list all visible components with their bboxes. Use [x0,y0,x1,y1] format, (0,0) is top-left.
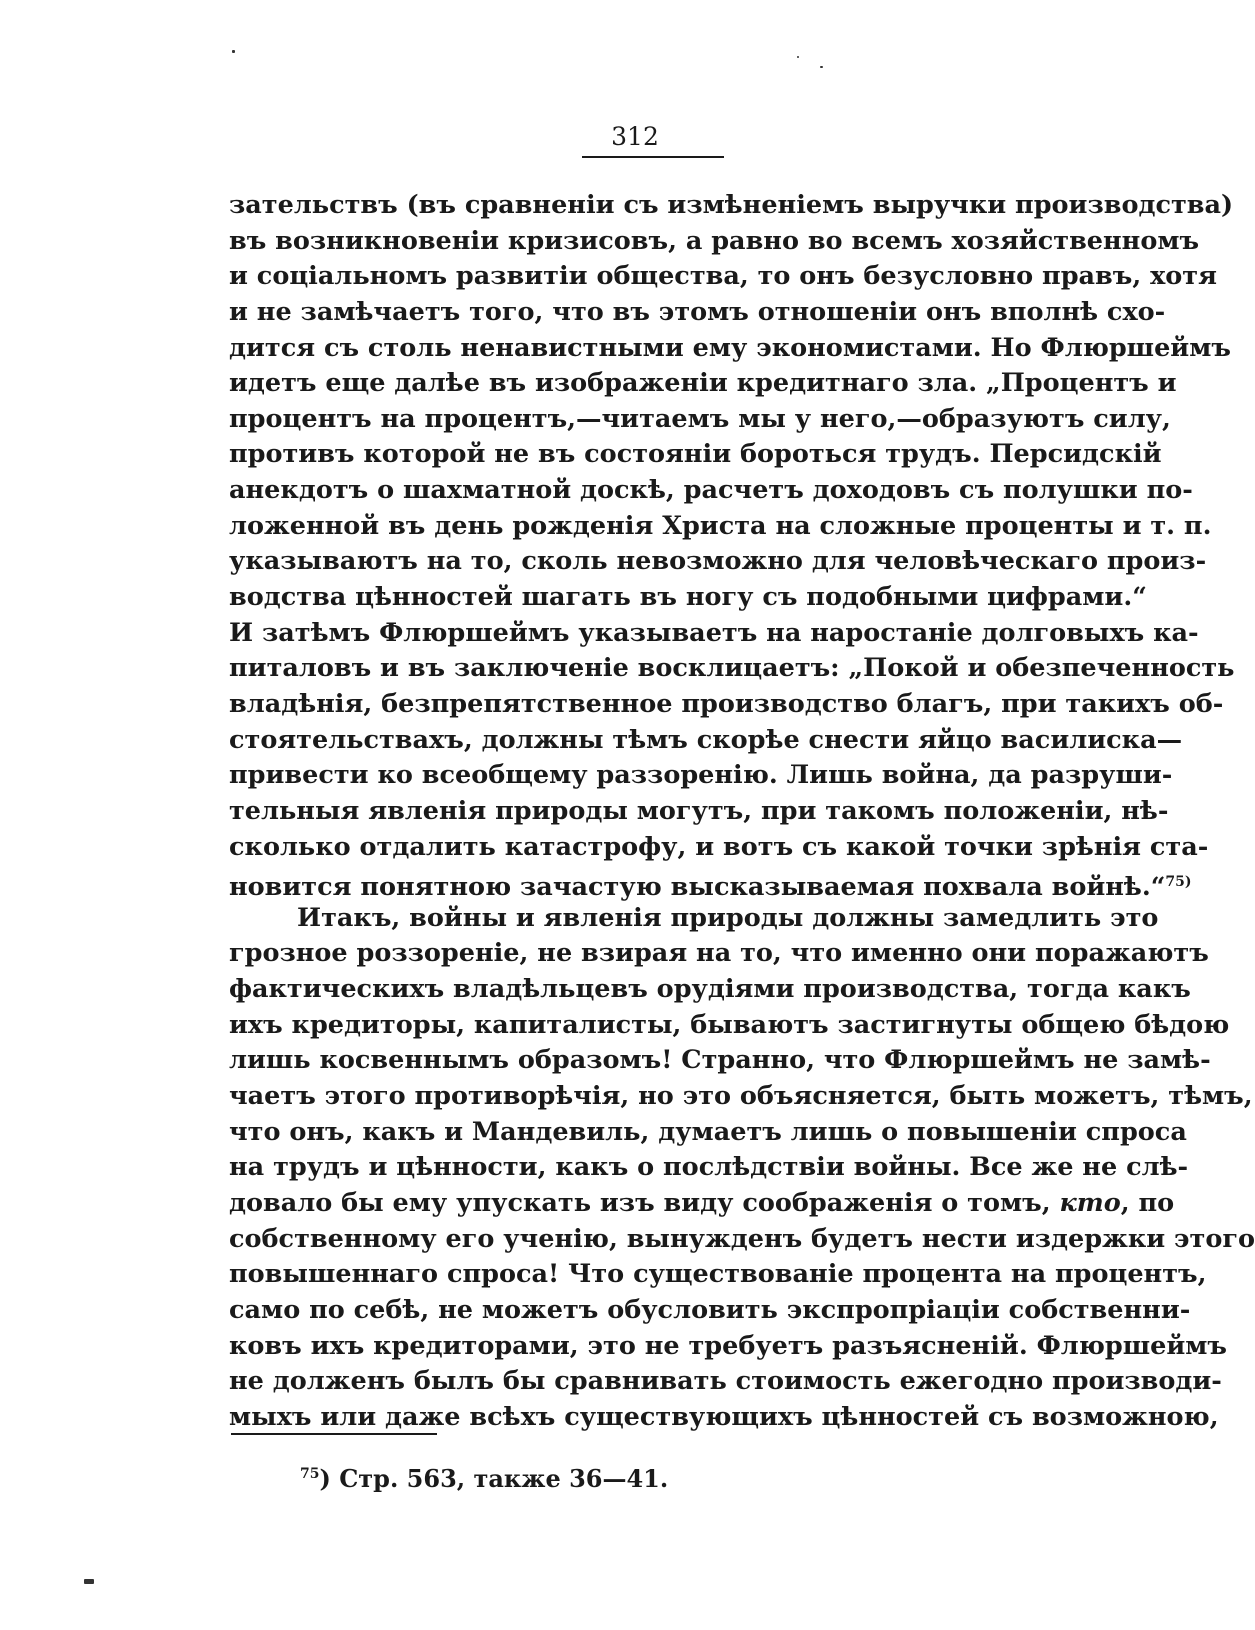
text-line: и соцiальномъ развитiи общества, то онъ безусловно правъ, хотя [229,261,1217,292]
text-line: стоятельствахъ, должны тѣмъ скорѣе снести яйцо василиска— [229,724,1183,755]
text-line: на трудъ и цѣнности, какъ о послѣдствiи войны. Все же не слѣ- [229,1152,1189,1183]
text-line: повышеннаго спроса! Что существованiе процента на процентъ, [229,1259,1207,1290]
text-line: не долженъ былъ бы сравнивать стоимость ежегодно производи- [229,1366,1222,1397]
text-line: питаловъ и въ заключенiе восклицаетъ: „Покой и обезпеченность [229,653,1235,684]
body-text [229,188,1255,1435]
text-line: дится съ столь ненавистными ему экономистами. Но Флюршеймъ [229,332,1231,363]
text-line: идетъ еще далѣе въ изображенiи кредитнаго зла. „Процентъ и [229,368,1177,399]
text-line: ковъ ихъ кредиторами, это не требуетъ разъясненiй. Флюршеймъ [229,1330,1227,1361]
text-line: и не замѣчаетъ того, что въ этомъ отношенiи онъ вполнѣ схо- [229,296,1166,327]
italic-word: кто [1059,1187,1121,1218]
text-line: лишь косвеннымъ образомъ! Странно, что Флюршеймъ не замѣ- [229,1045,1211,1076]
text-line: само по себѣ, не можетъ обусловить экспропрiацiи собственни- [229,1294,1191,1325]
scan-speck [820,66,823,68]
paragraph-start-line: Итакъ, войны и явленiя природы должны замедлить это [297,902,1159,933]
text-line: тельныя явленiя природы могутъ, при такомъ положенiи, нѣ- [229,795,1169,826]
text-line: сколько отдалить катастрофу, и вотъ съ какой точки зрѣнiя ста- [229,831,1209,862]
text-segment: новится понятною зачастую высказываемая похвала войнѣ.“ [229,872,1166,903]
footnote-mark: 75 [300,1466,320,1482]
text-line: процентъ на процентъ,—читаемъ мы у него,—образуютъ силу, [229,403,1171,434]
header-rule [582,156,724,158]
page-number: 312 [611,122,659,151]
text-line: И затѣмъ Флюршеймъ указываетъ на наростанiе долговыхъ ка- [229,617,1199,648]
text-line: грозное роззоренiе, не взирая на то, что именно они поражаютъ [229,938,1209,969]
text-line: чаетъ этого противорѣчiя, но это объясняется, быть можетъ, тѣмъ, [229,1081,1253,1112]
text-line: мыхъ или даже всѣхъ существующихъ цѣнностей съ возможною, [229,1401,1219,1432]
text-line: анекдотъ о шахматной доскѣ, расчетъ доходовъ съ полушки по- [229,475,1193,506]
footnote-rule [231,1433,437,1435]
footnote-text: Стр. 563, также 36—41. [330,1464,669,1493]
text-line: въ возникновенiи кризисовъ, а равно во всемъ хозяйственномъ [229,225,1200,256]
text-line: водства цѣнностей шагать въ ногу съ подобными цифрами.“ [229,582,1147,613]
text-line: зательствъ (въ сравненiи съ измѣненiемъ выручки производства) [229,190,1234,220]
scan-speck [797,56,799,58]
text-line-with-italic [229,1186,1175,1222]
text-line: фактическихъ владѣльцевъ орудiями производства, тогда какъ [229,974,1191,1005]
scan-speck [84,1579,94,1584]
footnote [300,1459,668,1494]
text-line: владѣнiя, безпрепятственное производство благъ, при такихъ об- [229,688,1224,719]
text-line-with-footnote-ref [229,865,1192,903]
text-segment: довало бы ему упускать изъ виду соображенiя о томъ, [229,1187,1060,1218]
text-line: ихъ кредиторы, капиталисты, бываютъ застигнуты общею бѣдою [229,1009,1230,1040]
text-line: ложенной въ день рожденiя Христа на сложные проценты и т. п. [229,510,1212,541]
footnote-reference: 75) [1165,874,1192,891]
text-line: противъ которой не въ состоянiи бороться трудъ. Персидскiй [229,439,1162,470]
text-line: собственному его ученiю, вынужденъ будетъ нести издержки этого [229,1223,1255,1254]
text-segment: , по [1120,1187,1175,1218]
text-line: указываютъ на то, сколь невозможно для человѣческаго произ- [229,546,1207,577]
scan-speck [232,50,235,53]
text-line: привести ко всеобщему раззоренiю. Лишь война, да разруши- [229,760,1173,791]
footnote-mark-close: ) [319,1464,331,1493]
text-line: что онъ, какъ и Мандевиль, думаетъ лишь о повышенiи спроса [229,1116,1187,1147]
